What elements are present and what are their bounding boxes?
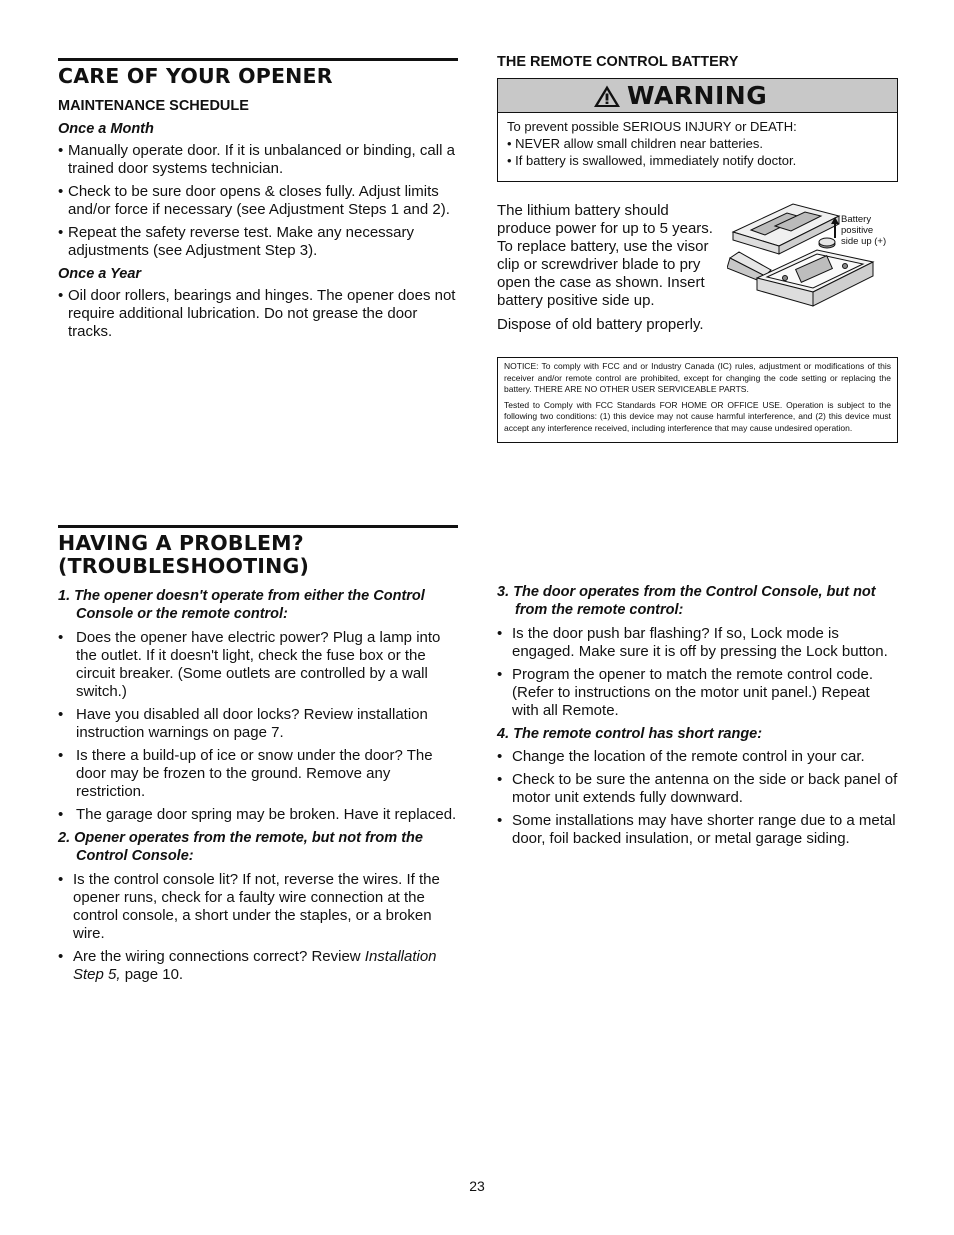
warning-line: To prevent possible SERIOUS INJURY or DEATH: (507, 119, 797, 134)
list-item: • Is the door push bar flashing? If so, Lock mode is engaged. Make sure it is off by pressing the Lock button. (497, 625, 898, 661)
warning-line: • NEVER allow small children near batteries. (507, 136, 763, 151)
list-item: • Change the location of the remote control in your car. (497, 748, 898, 766)
list-item: • Have you disabled all door locks? Review installation instruction warnings on page 7. (58, 706, 458, 742)
list-item: • Check to be sure the antenna on the side or back panel of motor unit extends fully downward. (497, 771, 898, 807)
list-item: • Some installations may have shorter range due to a metal door, foil backed insulation, or metal garage siding. (497, 812, 898, 848)
problem-4-list (497, 748, 898, 848)
warning-header (498, 79, 897, 113)
fcc-notice-box (497, 357, 898, 443)
problem-3-list (497, 625, 898, 720)
month-list (58, 142, 458, 260)
battery-heading: THE REMOTE CONTROL BATTERY (497, 54, 739, 70)
troubleshooting-title (58, 525, 458, 578)
warning-box (497, 78, 898, 182)
troubleshooting-title-line: (TROUBLESHOOTING) (58, 554, 310, 578)
figure-label-line: side up (+) (841, 236, 887, 247)
warning-body (498, 113, 897, 181)
troubleshooting-continued (497, 584, 898, 854)
list-item: • Check to be sure door opens & closes fully. Adjust limits and/or force if necessary (see Adjustment Steps 1 and 2). (58, 183, 458, 219)
list-item: • Program the opener to match the remote control code. (Refer to instructions on the motor unit panel.) Repeat with all Remote. (497, 666, 898, 720)
problem-2-heading: 2. Opener operates from the remote, but not from the Control Console: (58, 830, 423, 864)
problem-2-list (58, 871, 458, 984)
once-a-year-heading: Once a Year (58, 266, 142, 282)
list-item-text: page 10. (120, 966, 184, 983)
list-item-emphasis: Installation Step 5, (73, 948, 437, 983)
list-item (58, 948, 458, 984)
dispose-text: Dispose of old battery properly. (497, 316, 704, 333)
problem-1-heading: 1. The opener doesn't operate from either the Control Console or the remote control: (58, 588, 425, 622)
list-item: • Oil door rollers, bearings and hinges. The opener does not require additional lubrication. Do not grease the door tracks. (58, 287, 458, 341)
notice-paragraph: NOTICE: To comply with FCC and or Industry Canada (IC) rules, adjustment or modifications of this receiver and/or remote control are prohibited, except for changing the code setting or replacing the battery. THERE ARE NO OTHER USER SERVICEABLE PARTS. (504, 361, 891, 394)
list-item: • Is the control console lit? If not, reverse the wires. If the opener runs, check for a faulty wire connection at the control console, a short under the staples, or a broken wire. (58, 871, 458, 943)
problem-3-heading: 3. The door operates from the Control Console, but not from the remote control: (497, 584, 876, 618)
figure-label-line: Battery (841, 214, 872, 225)
figure-label-line: positive (841, 225, 874, 236)
warning-triangle-icon (593, 84, 621, 108)
warning-title: WARNING (627, 81, 768, 110)
battery-text: The lithium battery should produce power for up to 5 years. To replace battery, use the visor clip or screwdriver blade to pry open the case as shown. Insert battery positive side up. (497, 202, 713, 309)
list-item-text: Are the wiring connections correct? Review (73, 948, 365, 965)
once-a-month-heading: Once a Month (58, 121, 154, 137)
care-title: CARE OF YOUR OPENER (58, 58, 458, 88)
battery-section (497, 54, 898, 443)
notice-paragraph: Tested to Comply with FCC Standards FOR HOME OR OFFICE USE. Operation is subject to the following two conditions: (1) this device may not cause harmful interference, and (2) this device must accept any interference received, including interference that may cause undesired operation. (504, 399, 891, 433)
problem-4-heading: 4. The remote control has short range: (497, 726, 763, 742)
troubleshooting-section (58, 525, 458, 990)
page-number: 23 (469, 1178, 485, 1194)
problem-1-list (58, 629, 458, 824)
remote-battery-illustration (727, 202, 898, 332)
list-item: • The garage door spring may be broken. Have it replaced. (58, 806, 458, 824)
list-item: • Is there a build-up of ice or snow under the door? The door may be frozen to the ground. Remove any restriction. (58, 747, 458, 801)
list-item: • Repeat the safety reverse test. Make any necessary adjustments (see Adjustment Step 3). (58, 224, 458, 260)
year-list (58, 287, 458, 341)
care-section (58, 58, 458, 347)
warning-line: • If battery is swallowed, immediately notify doctor. (507, 153, 797, 168)
list-item: • Does the opener have electric power? Plug a lamp into the outlet. If it doesn't light, check the fuse box or the circuit breaker. (Some outlets are controlled by a wall switch.) (58, 629, 458, 701)
maintenance-schedule-heading: MAINTENANCE SCHEDULE (58, 98, 249, 114)
list-item: • Manually operate door. If it is unbalanced or binding, call a trained door systems technician. (58, 142, 458, 178)
troubleshooting-title-line: HAVING A PROBLEM? (58, 531, 304, 555)
battery-instructions (497, 202, 898, 342)
